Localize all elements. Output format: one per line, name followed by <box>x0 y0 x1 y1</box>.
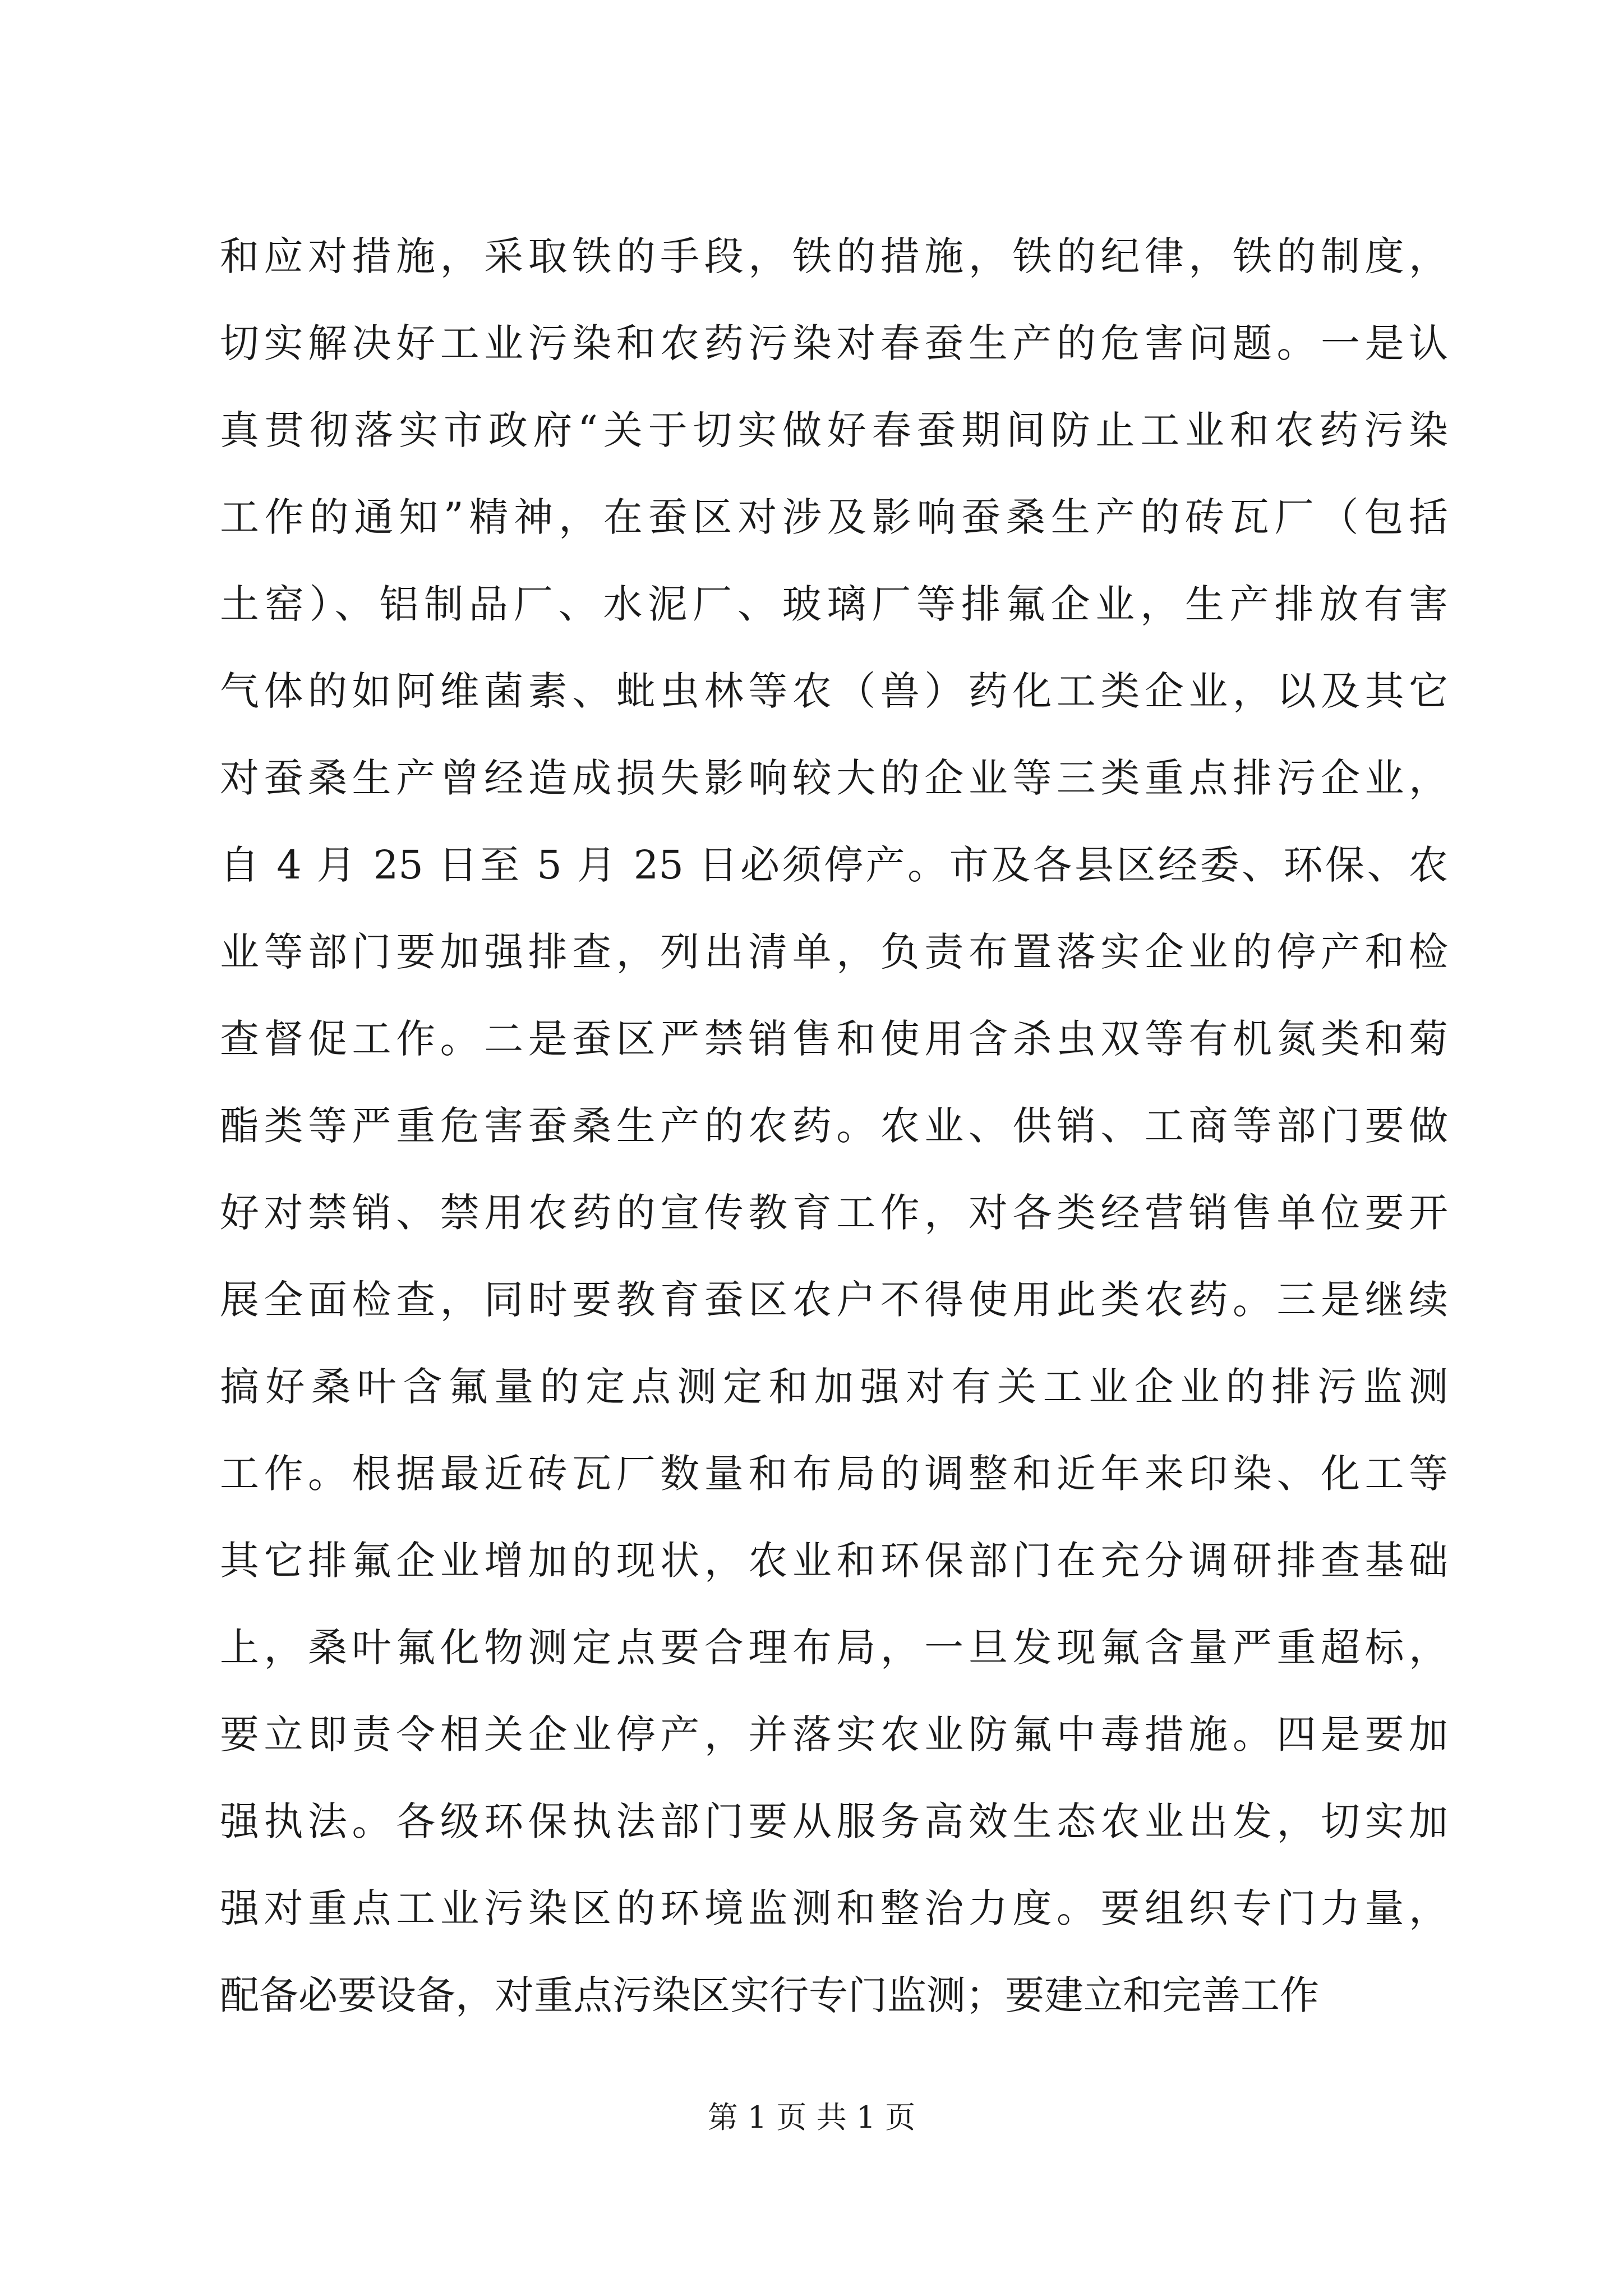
text-line: 和应对措施，采取铁的手段，铁的措施，铁的纪律，铁的制度， <box>220 233 1448 279</box>
text-line: 配备必要设备，对重点污染区实行专门监测；要建立和完善工作 <box>220 1972 1319 2018</box>
text-line: 展全面检查，同时要教育蚕区农户不得使用此类农药。三是继续 <box>220 1277 1448 1323</box>
text-line: 其它排氟企业增加的现状，农业和环保部门在充分调研排查基础 <box>220 1538 1448 1584</box>
text-line: 上，桑叶氟化物测定点要合理布局，一旦发现氟含量严重超标， <box>220 1625 1448 1671</box>
text-line: 要立即责令相关企业停产，并落实农业防氟中毒措施。四是要加 <box>220 1711 1448 1757</box>
text-line: 切实解决好工业污染和农药污染对春蚕生产的危害问题。一是认 <box>220 320 1448 366</box>
text-line: 好对禁销、禁用农药的宣传教育工作，对各类经营销售单位要开 <box>220 1190 1448 1236</box>
text-line: 搞好桑叶含氟量的定点测定和加强对有关工业企业的排污监测 <box>220 1364 1448 1410</box>
text-line: 真贯彻落实市政府“关于切实做好春蚕期间防止工业和农药污染 <box>220 407 1448 453</box>
page-number-footer: 第 1 页 共 1 页 <box>707 2100 916 2135</box>
text-line: 自 4 月 25 日至 5 月 25 日必须停产。市及各县区经委、环保、农 <box>220 842 1448 888</box>
text-line: 强执法。各级环保执法部门要从服务高效生态农业出发，切实加 <box>220 1798 1448 1844</box>
document-body <box>220 213 1448 2039</box>
text-line: 强对重点工业污染区的环境监测和整治力度。要组织专门力量， <box>220 1885 1448 1931</box>
text-line: 工作。根据最近砖瓦厂数量和布局的调整和近年来印染、化工等 <box>220 1451 1448 1497</box>
text-line: 工作的通知”精神，在蚕区对涉及影响蚕桑生产的砖瓦厂（包括 <box>220 494 1448 540</box>
text-line: 业等部门要加强排查，列出清单，负责布置落实企业的停产和检 <box>220 929 1448 975</box>
text-line: 气体的如阿维菌素、蚍虫林等农（兽）药化工类企业，以及其它 <box>220 668 1448 714</box>
text-line: 查督促工作。二是蚕区严禁销售和使用含杀虫双等有机氮类和菊 <box>220 1016 1448 1062</box>
text-line: 对蚕桑生产曾经造成损失影响较大的企业等三类重点排污企业， <box>220 755 1448 801</box>
text-line: 土窑）、铝制品厂、水泥厂、玻璃厂等排氟企业，生产排放有害 <box>220 581 1448 627</box>
text-line: 酯类等严重危害蚕桑生产的农药。农业、供销、工商等部门要做 <box>220 1103 1448 1149</box>
